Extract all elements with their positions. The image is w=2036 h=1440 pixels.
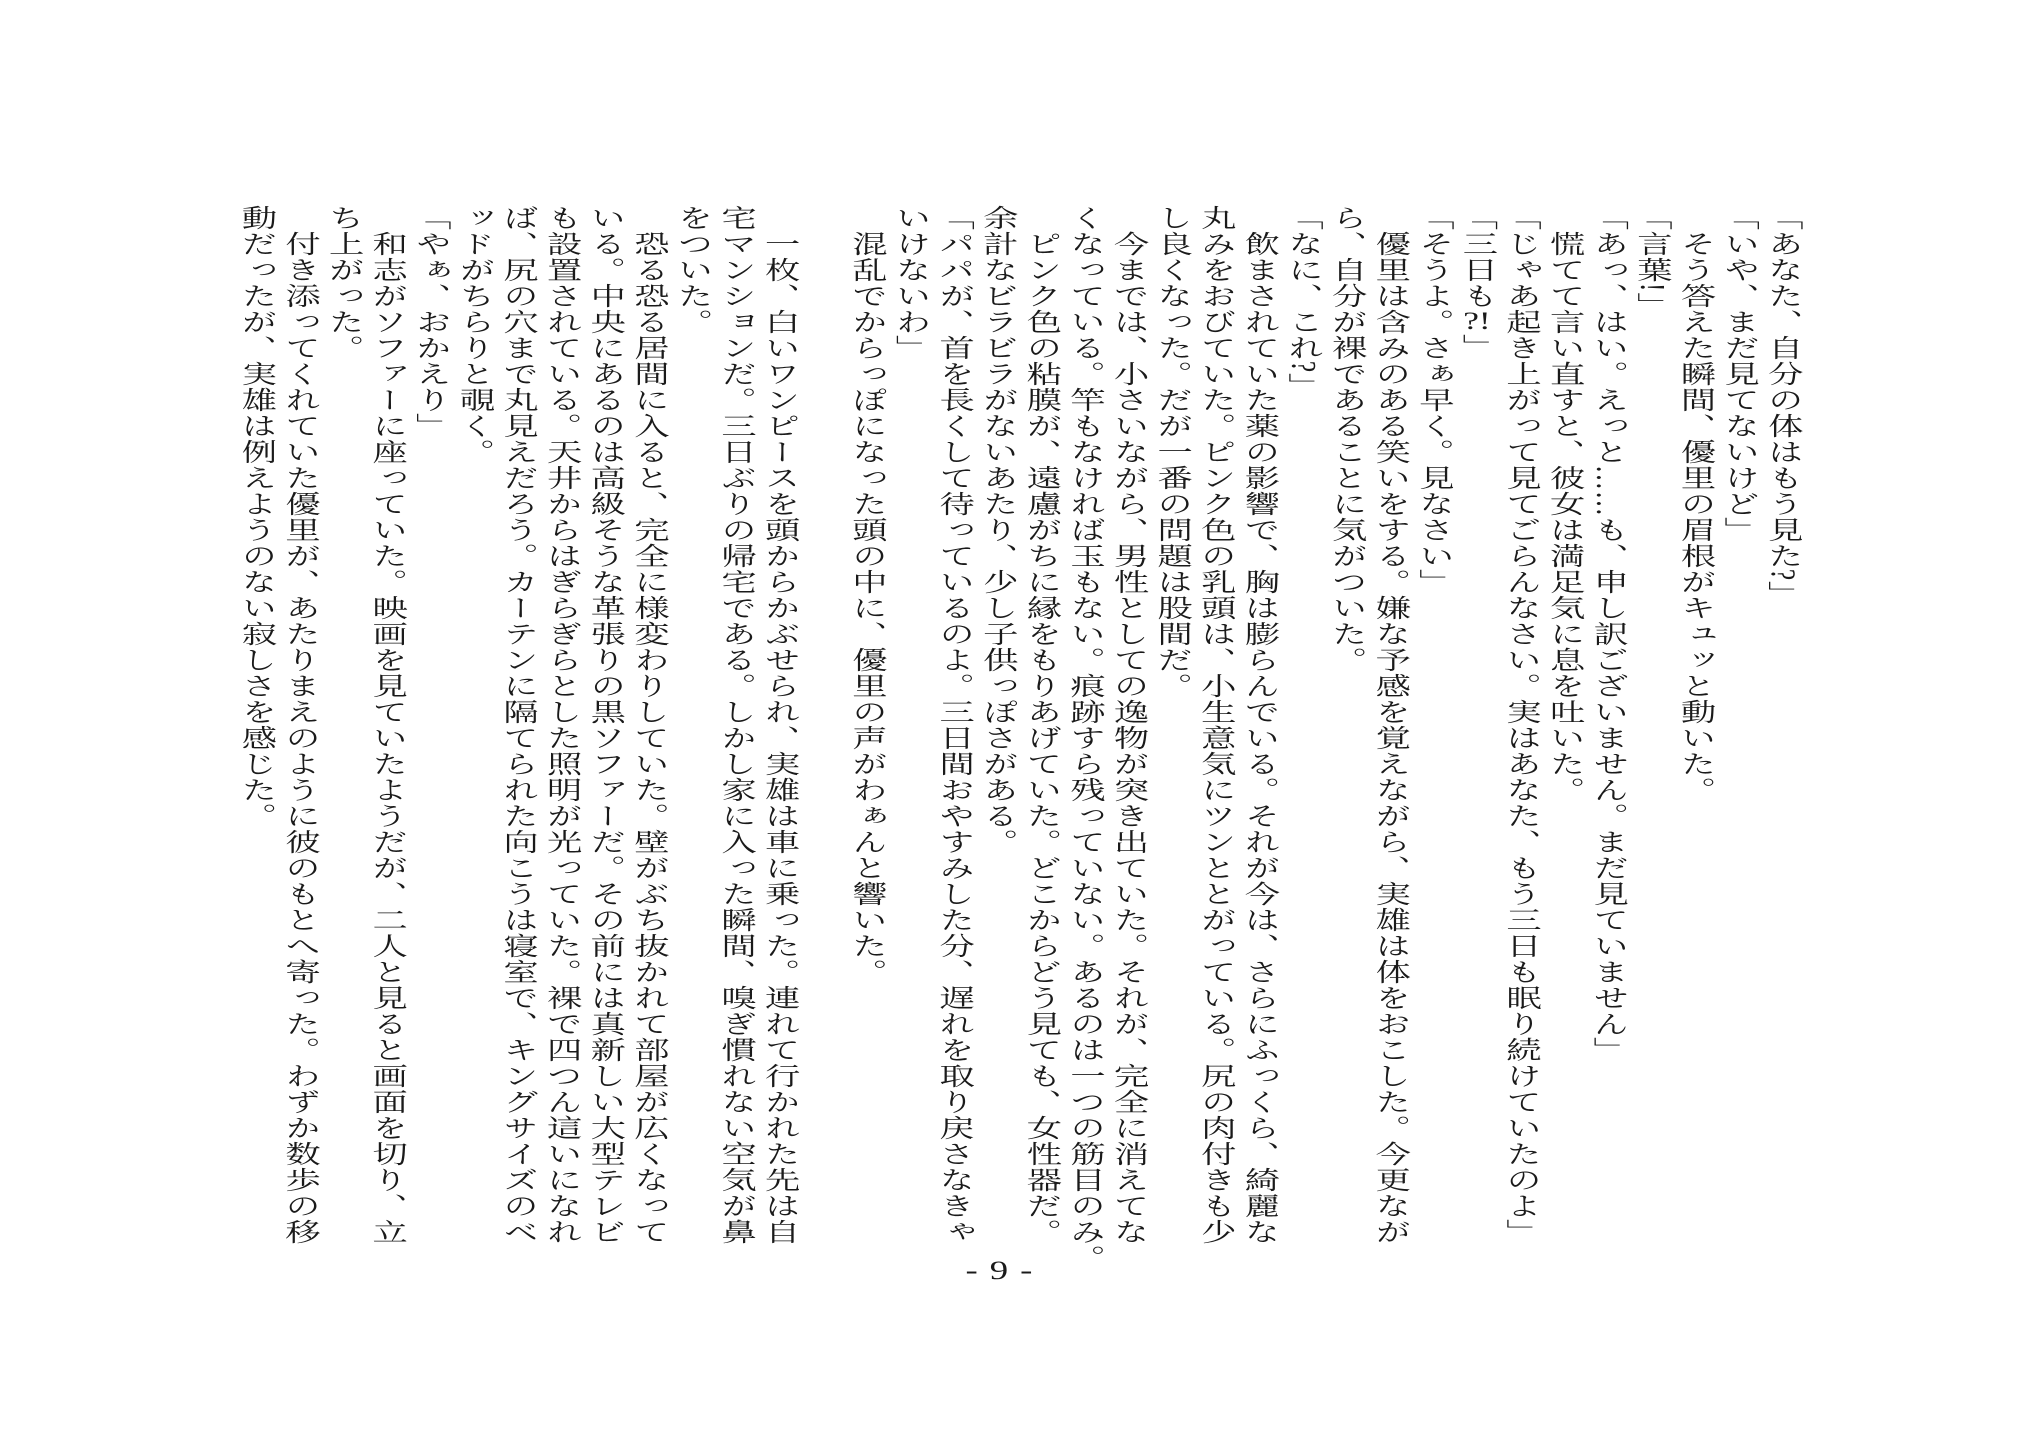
vertical-text-body [230,205,1802,1280]
text-column: 「やぁ、おかえり」 [411,205,450,439]
text-column: し良くなった。だが一番の問題は股間だ。 [1152,205,1191,699]
text-column: いけないわ」 [890,205,930,361]
text-column: 「そうよ。さぁ早く。見なさい」 [1414,205,1453,595]
text-column: 「あっ、はい。えっと……も、申し訳ございません。まだ見ていません」 [1588,205,1627,1063]
text-column: 今までは、小さいながら、男性としての逸物が突き出ていた。それが、完全に消えてな [1108,231,1148,1245]
text-column: 余計なビラビラがないあたり、少し子供っぽさがある。 [978,205,1017,855]
text-column: 優里は含みのある笑いをする。嫌な予感を覚えながら、実雄は体をおこした。今更なが [1370,231,1409,1245]
text-column: をついた。 [672,205,712,335]
text-column: 「言葉!」 [1632,205,1671,319]
text-column: 「パパが、首を長くして待っているのよ。三日間おやすみした分、遅れを取り戻さなきゃ [934,205,973,1245]
text-column: 「いや、まだ見てないけど」 [1719,205,1758,543]
text-column: も設置されている。天井からはぎらぎらとした照明が光っていた。裸で四つん這いになれ [542,205,581,1245]
text-column: ば、尻の穴まで丸見えだろう。カーテンに隔てられた向こうは寝室で、キングサイズのベ [498,205,537,1245]
text-column: ら、自分が裸であることに気がついた。 [1327,205,1366,673]
text-column: ち上がった。 [324,205,363,361]
text-column: 「三日も?!」 [1457,205,1497,360]
tatechuyoko-mark: ?! [1463,309,1491,334]
text-column: ピンク色の粘膜が、遠慮がちに縁をもりあげていた。どこからどう見ても、女性器だ。 [1021,231,1060,1245]
text-column: 付き添ってくれていた優里が、あたりまえのように彼のもとへ寄った。わずか数歩の移 [280,231,319,1245]
page-number: - 9 - [965,1256,1034,1285]
text-column: 混乱でからっぽになった頭の中に、優里の声がわぁんと響いた。 [847,231,886,985]
text-column: 動だったが、実雄は例えようのない寂しさを感じた。 [236,205,275,829]
text-column: いる。中央にあるのは高級そうな革張りの黒ソファーだ。その前には真新しい大型テレビ [585,205,624,1245]
text-column: 「じゃあ起き上がって見てごらんなさい。実はあなた、もう三日も眠り続けていたのよ」 [1501,205,1540,1245]
text-column: 丸みをおびていた。ピンク色の乳頭は、小生意気にツンととがっている。尻の肉付きも少 [1196,205,1235,1245]
blank-column [800,205,844,1280]
text-column: 恐る恐る居間に入ると、完全に様変わりしていた。壁がぶち抜かれて部屋が広くなって [629,231,668,1245]
text-column: 和志がソファーに座っていた。映画を見ていたようだが、二人と見ると画面を切り、立 [367,231,406,1245]
text-column: 宅マンションだ。三日ぶりの帰宅である。しかし家に入った瞬間、嗅ぎ慣れない空気が鼻 [716,205,755,1245]
text-column: くなっている。竿もなければ玉もない。痕跡すら残っていない。あるのは一つの筋目のみ。 [1065,205,1104,1271]
text-column: 飲まされていた薬の影響で、胸は膨らんでいる。それが今は、さらにふっくら、綺麗な [1239,231,1278,1245]
text-column: ッドがちらりと覗く。 [454,205,494,465]
text-column: 「なに、これ?」 [1283,205,1322,400]
text-column: 「あなた、自分の体はもう見た?」 [1763,205,1802,608]
text-column: 慌てて言い直すと、彼女は満足気に息を吐いた。 [1545,231,1584,803]
text-column: そう答えた瞬間、優里の眉根がキュッと動いた。 [1675,231,1715,803]
text-column: 一枚、白いワンピースを頭からかぶせられ、実雄は車に乗った。連れて行かれた先は自 [760,231,799,1245]
